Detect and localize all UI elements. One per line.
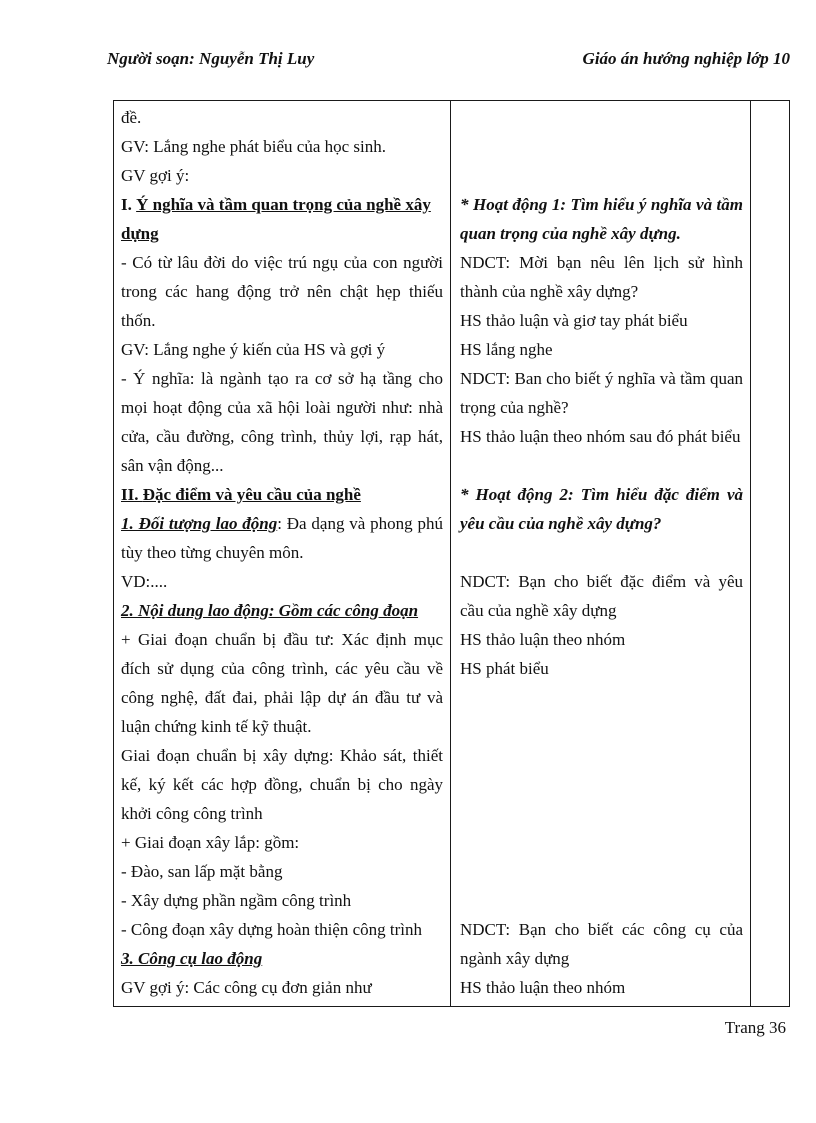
section-title: Đặc điểm và yêu cầu của nghề: [142, 485, 361, 504]
activity-2-heading: * Hoạt động 2: Tìm hiểu đặc điểm và yêu cầu của nghề xây dựng?: [460, 485, 743, 533]
subsection-title: 3. Công cụ lao động: [121, 949, 263, 968]
author-name: Người soạn: Nguyễn Thị Luy: [107, 49, 315, 68]
student-action: HS thảo luận theo nhóm sau đó phát biểu: [460, 427, 741, 446]
student-action: HS lắng nghe: [460, 340, 553, 359]
teacher-note: GV gợi ý:: [121, 166, 190, 185]
subsection-1: [121, 509, 443, 567]
document-title: Giáo án hướng nghiệp lớp 10: [582, 49, 790, 68]
list-item: - Xây dựng phần ngầm công trình: [121, 891, 352, 910]
student-action: HS thảo luận theo nhóm: [460, 630, 626, 649]
section-title: Ý nghĩa và tầm quan trọng của nghề xây dựng: [121, 195, 431, 243]
subsection-2: 2. Nội dung lao động: Gồm các công đoạn: [121, 601, 419, 620]
activity-1-heading: * Hoạt động 1: Tìm hiểu ý nghĩa và tầm quan trọng của nghề xây dựng.: [460, 195, 743, 243]
teacher-note: GV: Lắng nghe ý kiến của HS và gợi ý: [121, 340, 386, 359]
student-action: HS thảo luận và giơ tay phát biểu: [460, 311, 688, 330]
subsection-title: 1. Đối tượng lao động: [121, 514, 278, 533]
paragraph-continuation: đề.: [121, 108, 142, 127]
list-item: - Đào, san lấp mặt bằng: [121, 862, 283, 881]
section-heading-1: [121, 190, 443, 248]
content-paragraph: + Giai đoạn xây lắp: gồm:: [121, 833, 300, 852]
section-heading-2: [121, 480, 443, 509]
presenter-question: NDCT: Ban cho biết ý nghĩa và tầm quan trọng của nghề?: [460, 369, 743, 417]
content-paragraph: + Giai đoạn chuẩn bị đầu tư: Xác định mục đích sử dụng của công trình, các yêu cầu về công nghệ, đất đai, phải lập dự án đầu tư và luận chứng kinh tế kỹ thuật.: [121, 630, 443, 736]
subsection-text: : Đa dạng và phong phú tùy theo từng chuyên môn.: [121, 514, 443, 562]
presenter-question: NDCT: Bạn cho biết các công cụ của ngành xây dựng: [460, 920, 743, 968]
presenter-question: NDCT: Bạn cho biết đặc điểm và yêu cầu của nghề xây dựng: [460, 572, 743, 620]
section-number: I.: [121, 195, 137, 214]
empty-margin-column: [751, 101, 789, 1006]
student-action: HS phát biểu: [460, 659, 549, 678]
content-paragraph: - Ý nghĩa: là ngành tạo ra cơ sở hạ tầng cho mọi hoạt động của xã hội loài người như: nhà cửa, cầu đường, công trình, thủy lợi, rạp hát, sân vận động...: [121, 369, 443, 475]
example-line: VD:....: [121, 572, 168, 591]
teacher-content-column: [114, 101, 451, 1006]
presenter-question: NDCT: Mời bạn nêu lên lịch sử hình thành của nghề xây dựng?: [460, 253, 743, 301]
lesson-plan-table: [113, 100, 790, 1007]
content-paragraph: Giai đoạn chuẩn bị xây dựng: Khảo sát, thiết kế, ký kết các hợp đồng, chuẩn bị cho ngày khởi công công trình: [121, 746, 443, 823]
student-action: HS thảo luận theo nhóm: [460, 978, 626, 997]
content-paragraph: - Có từ lâu đời do việc trú ngụ của con người trong các hang động trở nên chật hẹp thiếu thốn.: [121, 253, 443, 330]
activity-column: [451, 101, 751, 1006]
section-number: II.: [121, 485, 143, 504]
page-footer: [0, 1017, 786, 1039]
teacher-note: GV: Lắng nghe phát biểu của học sinh.: [121, 137, 387, 156]
teacher-note: GV gợi ý: Các công cụ đơn giản như: [121, 978, 372, 997]
subsection-3: [121, 944, 443, 973]
list-item: - Công đoạn xây dựng hoàn thiện công trình: [121, 920, 422, 939]
page-header: [0, 0, 816, 70]
page-number: Trang 36: [724, 1018, 786, 1037]
